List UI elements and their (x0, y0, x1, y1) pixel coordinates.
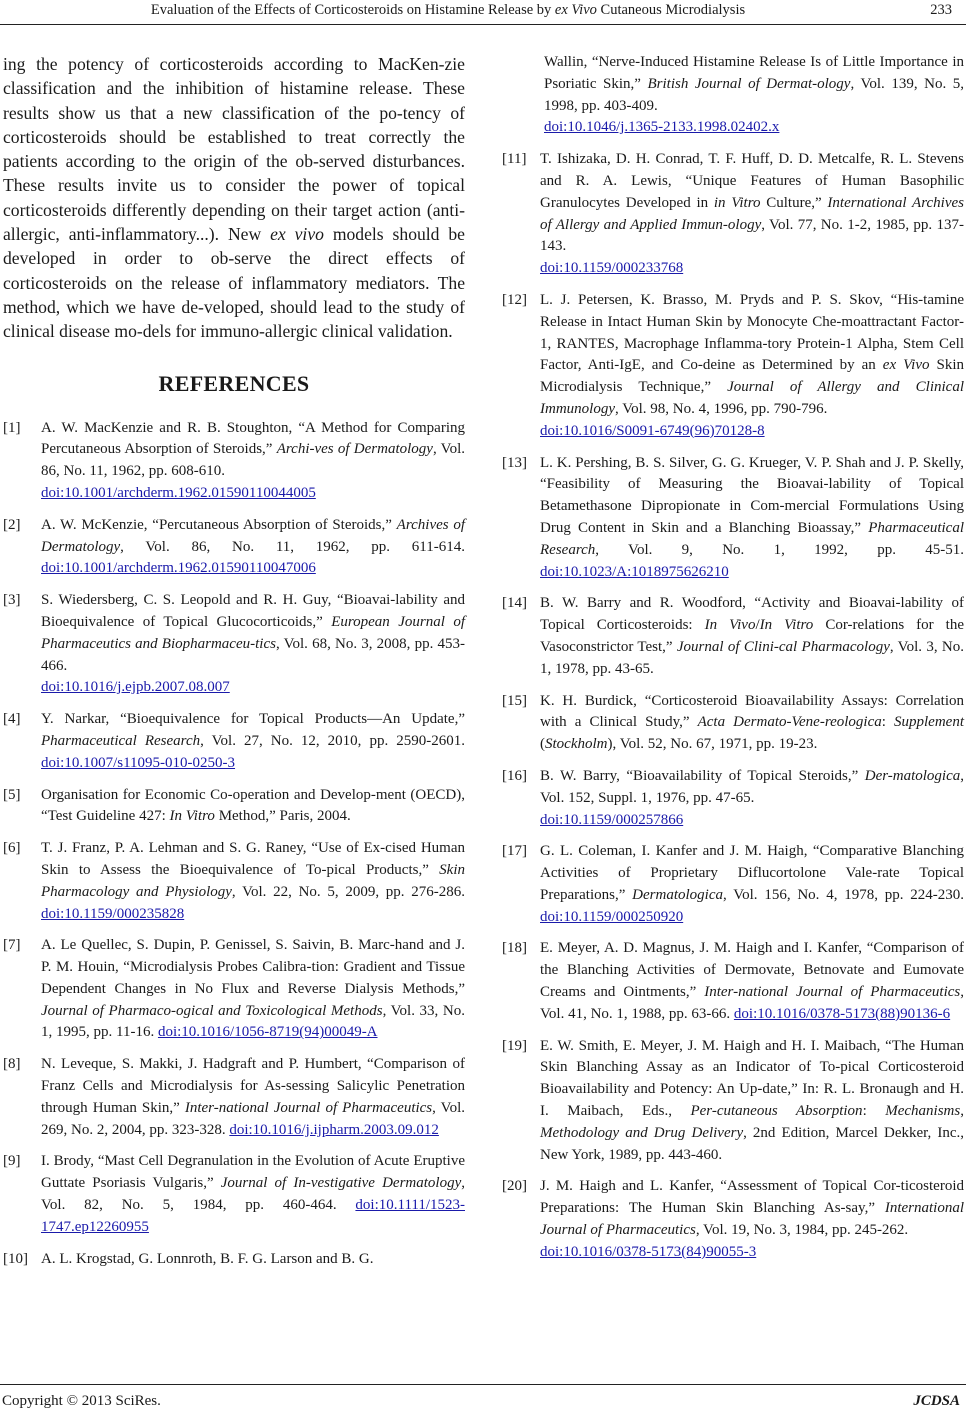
reference-item (3, 1151, 465, 1238)
reference-number: [8] (3, 1056, 21, 1073)
reference-item (3, 1249, 465, 1271)
doi-link[interactable]: doi:10.1016/S0091-6749(96)70128-8 (540, 422, 765, 439)
reference-text: Organisation for Economic Co-operation and Develop-ment (OECD), “Test Guideline 427: (41, 786, 465, 825)
reference-details: , Vol. 269, No. 2, 2004, pp. 323-328. (41, 1099, 465, 1138)
reference-number: [12] (502, 291, 527, 308)
reference-number: [18] (502, 940, 527, 957)
reference-number: [9] (3, 1153, 21, 1170)
reference-number: [14] (502, 595, 527, 612)
reference-journal: Skin Pharmacology and Physiology (41, 861, 465, 900)
running-title (0, 2, 896, 19)
reference-details: Method,” Paris, 2004. (214, 808, 351, 825)
reference-journal: Archives of Dermatology (41, 516, 466, 555)
reference-item (3, 935, 465, 1044)
conclusion-paragraph (3, 52, 465, 344)
doi-link[interactable]: doi:10.1159/000235828 (41, 905, 185, 922)
reference-journal: Journal of In-vestigative Dermatology (220, 1175, 462, 1192)
reference-details: ), Vol. 52, No. 67, 1971, pp. 19-23. (607, 736, 818, 753)
reference-number: [15] (502, 692, 527, 709)
doi-link[interactable]: doi:10.1023/A:1018975626210 (540, 563, 729, 580)
reference-number: [6] (3, 840, 21, 857)
reference-journal: Journal of Pharmaco-ogical and Toxicological Methods (41, 1002, 383, 1019)
reference-italic: Supplement (894, 714, 964, 731)
reference-number: [1] (3, 419, 21, 436)
paragraph-text: ing the potency of corticosteroids according to MacKen-zie classification and the inhibition of histamine release. These results show us that a new classification of the po-tency of corticosteroids should be established to treat correctly the patients according to the origin of the ob-served disturbances. These results invite us to consider the power of topical corticosteroids differently depending on their target action (anti-allergic, anti-inflammatory...). New (3, 54, 465, 245)
reference-details: , Vol. 82, No. 5, 1984, pp. 460-464. (41, 1175, 465, 1214)
reference-number: [13] (502, 454, 527, 471)
reference-item (3, 1054, 465, 1141)
reference-journal: Archi-ves of Dermatology (276, 441, 433, 458)
reference-details: , Vol. 86, No. 11, 1962, pp. 611-614. (120, 538, 465, 555)
references-heading: REFERENCES (158, 370, 310, 396)
right-column (502, 52, 964, 1274)
doi-link[interactable]: doi:10.1111/1523-1747.ep12260955 (41, 1197, 465, 1235)
reference-item (3, 785, 465, 829)
reference-item (3, 418, 465, 505)
reference-details: , Vol. 3, No. 1, 1978, pp. 43-65. (540, 638, 964, 677)
reference-italic: Mechanisms (885, 1103, 961, 1120)
reference-details: , Vol. 9, No. 1, 1992, pp. 45-51. (595, 541, 964, 558)
doi-link[interactable]: doi:10.1016/j.ejpb.2007.08.007 (41, 679, 230, 696)
reference-number: [16] (502, 767, 527, 784)
reference-text: A. W. McKenzie, “Percutaneous Absorption of Steroids,” (41, 516, 397, 533)
reference-item-continued (502, 52, 964, 139)
journal-abbrev: JCDSA (913, 1393, 960, 1409)
left-column (3, 52, 465, 1280)
doi-link[interactable]: doi:10.1046/j.1365-2133.1998.02402.x (544, 119, 780, 136)
reference-text-2: Skin Microdialysis Technique,” (540, 357, 964, 396)
reference-journal: Pharmaceutical Research (41, 732, 201, 749)
reference-text: A. Le Quellec, S. Dupin, P. Genissel, S. Saivin, B. Marc-hand and J. P. M. Houin, “Microdialysis Probes Calibra-tion: Gradient and Tissue Dependent Changes in No Flux and Reverse Dialysis Methods,” (41, 937, 465, 997)
reference-details: , Vol. 41, No. 1, 1988, pp. 63-66. (540, 984, 964, 1022)
doi-link[interactable]: doi:10.1001/archderm.1962.01590110044005 (41, 484, 316, 501)
reference-journal: Inter-national Journal of Pharmaceutics (704, 984, 961, 1001)
reference-journal: European Journal of Pharmaceutics and Biopharmaceu-tics (41, 613, 465, 652)
reference-italic: In Vivo (704, 617, 756, 634)
reference-journal: Dermatologica (632, 886, 723, 903)
reference-number: [11] (502, 151, 527, 168)
reference-text-3: , (960, 1103, 964, 1120)
reference-item (502, 766, 964, 831)
reference-journal: International Journal of Pharmaceutics (540, 1200, 964, 1239)
reference-text: E. Meyer, A. D. Magnus, J. M. Haigh and I. Kanfer, “Comparison of the Blanching Activities of Dermovate, Betnovate and Eumovate Creams and Ointments,” (540, 940, 964, 1001)
reference-item (502, 453, 964, 584)
running-title-italic: ex Vivo (554, 2, 597, 18)
page-header (0, 0, 966, 25)
running-title-text-end: Cutaneous Microdialysis (596, 2, 746, 18)
reference-text: I. Brody, “Mast Cell Degranulation in the Evolution of Acute Eruptive Guttate Psoriasis Vulgaris,” (41, 1153, 465, 1192)
reference-details: , Vol. 33, No. 1, 1995, pp. 11-16. (41, 1002, 465, 1041)
reference-details: , Vol. 77, No. 1-2, 1985, pp. 137-143. (540, 216, 964, 255)
running-title-text: Evaluation of the Effects of Corticosteroids on Histamine Release by (150, 2, 555, 18)
reference-journal: International Archives of Allergy and Applied Immun-ology (540, 194, 964, 233)
reference-journal: Pharmaceutical Research (540, 519, 964, 558)
reference-item (3, 838, 465, 925)
reference-item (502, 841, 964, 928)
reference-text: A. W. MacKenzie and R. B. Stoughton, “A Method for Comparing Percutaneous Absorption of Steroids,” (41, 419, 465, 458)
reference-text: A. L. Krogstad, G. Lonnroth, B. F. G. Larson and B. G. (41, 1250, 374, 1267)
reference-item (502, 593, 964, 680)
reference-text: G. L. Coleman, I. Kanfer and J. M. Haigh, “Comparative Blanching Activities of Proprietary Diflucortolone Vale-rate Topical Preparations,” (540, 843, 964, 903)
reference-number: [3] (3, 592, 21, 609)
reference-number: [5] (3, 786, 21, 803)
reference-details: , Vol. 152, Suppl. 1, 1976, pp. 47-65. (540, 767, 964, 806)
reference-text-3: Cor-relations for the Vasoconstrictor Test,” (540, 617, 964, 655)
reference-text: E. W. Smith, E. Meyer, J. M. Haigh and H. I. Maibach, “The Human Skin Blanching Assay as an Indicator of To-pical Corticosteroid Bioavailability and Potency: An Up-date,” In: R. L. Bronaugh and H. I. Maibach, Eds., (540, 1037, 964, 1120)
reference-details: , 2nd Edition, Marcel Dekker, Inc., New York, 1989, pp. 443-460. (540, 1124, 964, 1163)
reference-number: [7] (3, 937, 21, 954)
reference-text: B. W. Barry and R. Woodford, “Activity and Bioavai-lability of Topical Corticosteroids: (540, 595, 964, 634)
reference-journal: Acta Dermato-Vene-reologica (697, 714, 882, 731)
reference-text-2: : (862, 1103, 886, 1120)
reference-journal: Journal of Allergy and Clinical Immunology (540, 379, 964, 417)
reference-details: , Vol. 98, No. 4, 1996, pp. 790-796. (615, 400, 828, 417)
reference-details: , Vol. 139, No. 5, 1998, pp. 403-409. (544, 75, 964, 114)
reference-number: [10] (3, 1250, 28, 1267)
doi-link[interactable]: doi:10.1016/j.ijpharm.2003.09.012 (229, 1121, 439, 1138)
reference-journal: Journal of Clini-cal Pharmacology (676, 638, 890, 655)
reference-item (502, 938, 964, 1025)
reference-details: , Vol. 22, No. 5, 2009, pp. 276-286. (231, 883, 465, 900)
page-number: 233 (930, 2, 952, 18)
reference-text: K. H. Burdick, “Corticosteroid Bioavailability Assays: Correlation with a Clinical Study,” (540, 692, 964, 731)
reference-text: S. Wiedersberg, C. S. Leopold and R. H. Guy, “Bioavai-lability and Bioequivalence of Topical Glucocorticoids,” (41, 592, 465, 630)
reference-italic: ex Vivo (882, 357, 930, 374)
reference-text: L. K. Pershing, B. S. Silver, G. G. Krueger, V. P. Shah and J. P. Skelly, “Feasibility of Measuring the Bioavai-lability of Topical Betamethasone Dipropionate in Com-mercial Formulations Using Drug Content in Skin and a Blanching Bioassay,” (540, 454, 964, 536)
doi-link[interactable]: doi:10.1016/0378-5173(84)90055-3 (540, 1243, 757, 1260)
reference-details: , Vol. 19, No. 3, 1984, pp. 245-262. (695, 1222, 909, 1239)
reference-number: [2] (3, 516, 21, 533)
reference-number: [4] (3, 711, 21, 728)
reference-text: J. M. Haigh and L. Kanfer, “Assessment of Topical Cor-ticosteroid Preparations: The Human Skin Blanching As-say,” (540, 1178, 964, 1217)
reference-details: , Vol. 86, No. 11, 1962, pp. 608-610. (41, 441, 465, 480)
reference-text-2: / (755, 617, 760, 634)
reference-text: B. W. Barry, “Bioavailability of Topical Steroids,” (540, 767, 865, 784)
doi-link[interactable]: doi:10.1007/s11095-010-0250-3 (41, 754, 236, 771)
reference-item (502, 691, 964, 756)
reference-italic-2: In Vitro (759, 617, 814, 634)
reference-text: T. Ishizaka, D. H. Conrad, T. F. Huff, D. D. Metcalfe, R. L. Stevens and R. A. Lewis, “Unique Features of Human Basophilic Granulocytes Developed in (540, 151, 964, 211)
reference-text: N. Leveque, S. Makki, J. Hadgraft and P. Humbert, “Comparison of Franz Cells and Microdialysis for As-sessing Salicylic Penetration through Human Skin,” (41, 1056, 465, 1116)
reference-text: Wallin, “Nerve-Induced Histamine Release Is of Little Importance in Psoriatic Skin,” (544, 54, 964, 92)
reference-item (3, 709, 465, 774)
reference-item (502, 1176, 964, 1263)
reference-item (3, 590, 465, 699)
doi-link[interactable]: doi:10.1016/0378-5173(88)90136-6 (733, 1005, 951, 1022)
reference-text-2: Culture,” (760, 194, 828, 211)
reference-item (3, 515, 465, 580)
paragraph-text-end: models should be developed in order to ob-serve the direct effects of corticosteroids on the release of inflammatory mediators. The method, which we have de-veloped, should lead to the study of clinical disease mo-dels for immuno-allergic clinical validation. (3, 224, 465, 342)
reference-number: [20] (502, 1178, 527, 1195)
reference-text: Y. Narkar, “Bioequivalence for Topical Products—An Update,” (41, 711, 465, 728)
reference-italic-2: Methodology and Drug Delivery (540, 1124, 744, 1141)
reference-details: , Vol. 27, No. 12, 2010, pp. 2590-2601. (200, 732, 466, 749)
copyright-notice: Copyright © 2013 SciRes. (2, 1393, 161, 1409)
doi-link[interactable]: doi:10.1001/archderm.1962.01590110047006 (41, 560, 316, 577)
reference-item (502, 1036, 964, 1167)
doi-link[interactable]: doi:10.1159/000233768 (540, 260, 684, 277)
paragraph-italic: ex vivo (270, 224, 324, 245)
reference-journal: In Vitro (169, 808, 215, 825)
doi-link[interactable]: doi:10.1159/000257866 (540, 811, 684, 828)
page-footer (0, 1384, 966, 1411)
reference-italic-2: Stockholm (545, 736, 608, 753)
reference-text: L. J. Petersen, K. Brasso, M. Pryds and P. S. Skov, “His-tamine Release in Intact Human Skin by Monocyte Che-moattractant Factor-1, RANTES, Macrophage Inflamma-tory Protein-1 Alpha, Stem Cell Factor, Anti-IgE, and Co-deine as Determined by an (540, 291, 964, 374)
doi-link[interactable]: doi:10.1159/000250920 (540, 908, 684, 925)
reference-item (502, 290, 964, 443)
reference-number: [19] (502, 1037, 527, 1054)
reference-details: , Vol. 156, No. 4, 1978, pp. 224-230. (722, 886, 964, 903)
reference-item (502, 149, 964, 280)
reference-text-3: ( (540, 736, 545, 753)
reference-text: T. J. Franz, P. A. Lehman and S. G. Raney, “Use of Ex-cised Human Skin to Assess the Bioequivalence of To-pical Products,” (41, 840, 465, 878)
reference-italic: in Vitro (713, 194, 761, 211)
reference-journal: Inter-national Journal of Pharmaceutics (184, 1099, 433, 1116)
reference-number: [17] (502, 843, 527, 860)
doi-link[interactable]: doi:10.1016/1056-8719(94)00049-A (157, 1024, 378, 1041)
reference-journal: British Journal of Dermat-ology (647, 75, 851, 92)
reference-details: , Vol. 68, No. 3, 2008, pp. 453-466. (41, 635, 465, 674)
reference-journal: Der-matologica (864, 767, 961, 784)
reference-text-2: : (881, 714, 895, 731)
reference-journal: Per-cutaneous Absorption (690, 1103, 863, 1120)
